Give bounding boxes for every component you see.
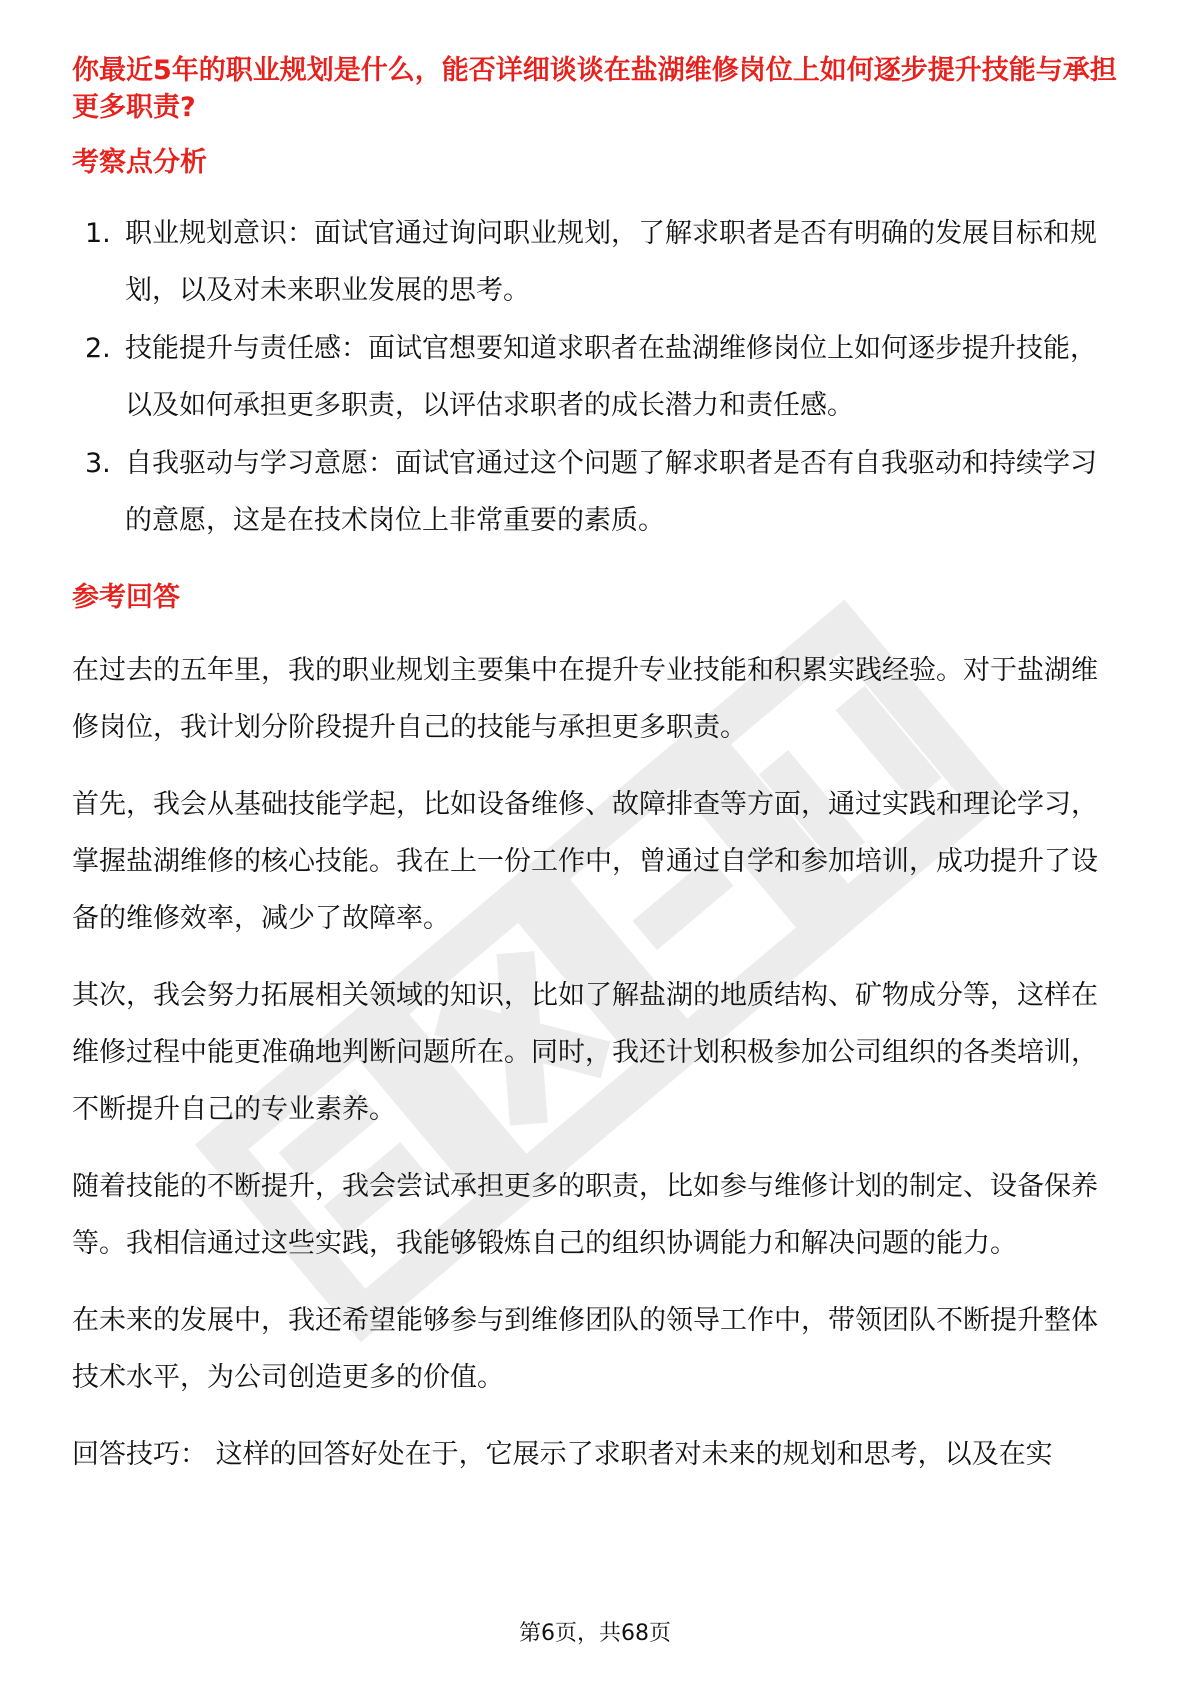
answer-paragraph: 在过去的五年里，我的职业规划主要集中在提升专业技能和积累实践经验。对于盐湖维修岗位，我计划分阶段提升自己的技能与承担更多职责。 bbox=[72, 655, 1098, 743]
list-item bbox=[72, 205, 1122, 319]
list-item-number: 3. bbox=[85, 448, 111, 479]
list-item-number: 2. bbox=[85, 333, 111, 364]
answer-paragraph: 其次，我会努力拓展相关领域的知识，比如了解盐湖的地质结构、矿物成分等，这样在维修过程中能更准确地判断问题所在。同时，我还计划积极参加公司组织的各类培训，不断提升自己的专业素养。 bbox=[72, 980, 1098, 1125]
answer-paragraph: 首先，我会从基础技能学起，比如设备维修、故障排查等方面，通过实践和理论学习，掌握盐湖维修的核心技能。我在上一份工作中，曾通过自学和参加培训，成功提升了设备的维修效率，减少了故障率。 bbox=[72, 789, 1098, 934]
question-heading: 你最近5年的职业规划是什么，能否详细谈谈在盐湖维修岗位上如何逐步提升技能与承担更多职责? bbox=[72, 55, 1117, 123]
page-number-footer: 第6页，共68页 bbox=[519, 1621, 671, 1646]
answer-paragraph: 随着技能的不断提升，我会尝试承担更多的职责，比如参与维修计划的制定、设备保养等。我相信通过这些实践，我能够锻炼自己的组织协调能力和解决问题的能力。 bbox=[72, 1171, 1098, 1259]
answer-paragraph: 在未来的发展中，我还希望能够参与到维修团队的领导工作中，带领团队不断提升整体技术水平，为公司创造更多的价值。 bbox=[72, 1305, 1098, 1393]
analysis-title: 考察点分析 bbox=[72, 147, 207, 178]
answer-title: 参考回答 bbox=[72, 582, 180, 613]
list-item-text: 技能提升与责任感：面试官想要知道求职者在盐湖维修岗位上如何逐步提升技能，以及如何承担更多职责，以评估求职者的成长潜力和责任感。 bbox=[125, 333, 1097, 421]
answer-tips-paragraph: 回答技巧： 这样的回答好处在于，它展示了求职者对未来的规划和思考，以及在实 bbox=[72, 1439, 1053, 1470]
list-item-text: 职业规划意识：面试官通过询问职业规划，了解求职者是否有明确的发展目标和规划，以及对未来职业发展的思考。 bbox=[125, 218, 1097, 306]
page-content bbox=[72, 52, 1122, 1483]
list-item-text: 自我驱动与学习意愿：面试官通过这个问题了解求职者是否有自我驱动和持续学习的意愿，这是在技术岗位上非常重要的素质。 bbox=[125, 448, 1097, 536]
list-item-number: 1. bbox=[85, 218, 111, 249]
list-item bbox=[72, 320, 1122, 434]
analysis-list bbox=[72, 205, 1122, 549]
list-item bbox=[72, 435, 1122, 549]
